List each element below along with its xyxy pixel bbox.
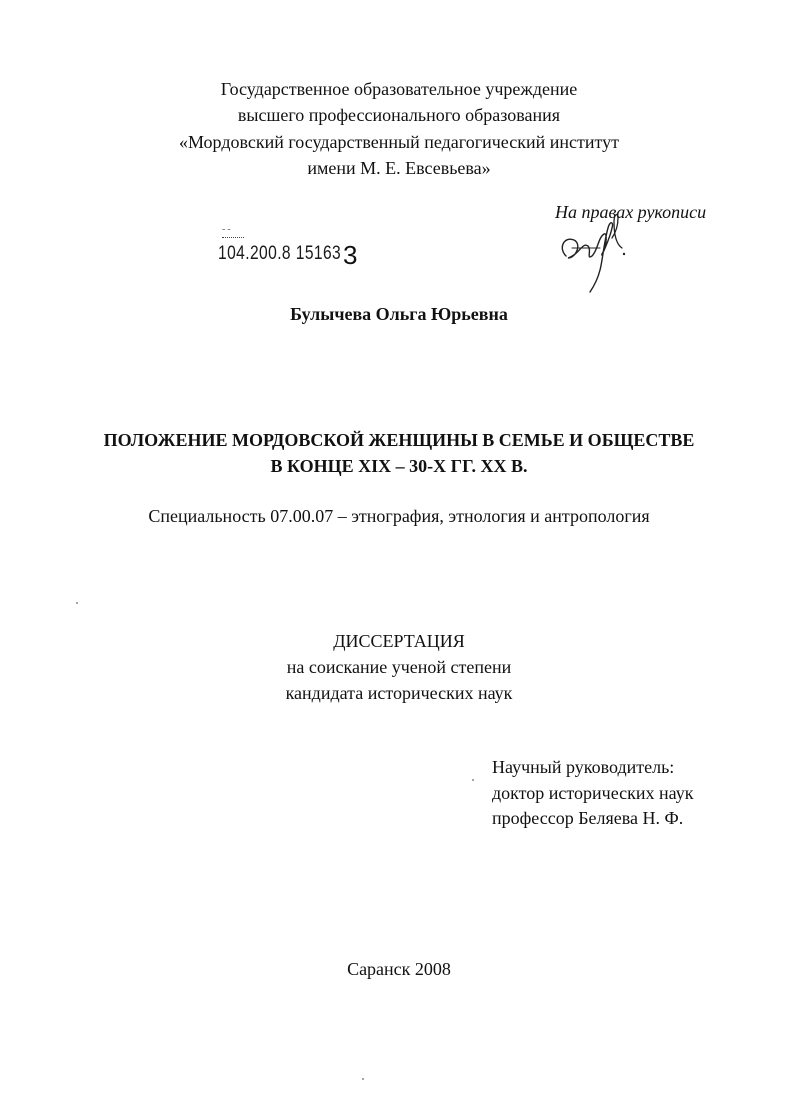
dissertation-title-line-1: ПОЛОЖЕНИЕ МОРДОВСКОЙ ЖЕНЩИНЫ В СЕМЬЕ И ОБЩЕСТВЕ	[103, 430, 695, 450]
institution-line-3: «Мордовский государственный педагогический институт	[179, 132, 619, 152]
institution-line-1: Государственное образовательное учреждение	[220, 79, 578, 99]
rights-note: На правах рукописи	[555, 202, 707, 222]
work-type-line-2: на соискание ученой степени	[286, 657, 512, 677]
work-type-heading: ДИССЕРТАЦИЯ	[333, 631, 465, 651]
advisor-name: профессор Беляева Н. Ф.	[492, 808, 684, 828]
advisor-degree: доктор исторических наук	[492, 783, 694, 803]
author-name: Булычева Ольга Юрьевна	[290, 304, 508, 324]
institution-line-4: имени М. Е. Евсевьева»	[307, 158, 491, 178]
institution-line-2: высшего профессионального образования	[237, 105, 561, 125]
scan-speck	[472, 779, 474, 781]
archive-stamp: 104.200.8 15163	[218, 243, 342, 264]
archive-stamp-suffix: 3	[343, 240, 358, 270]
scan-speck	[362, 1078, 364, 1080]
work-type-line-3: кандидата исторических наук	[285, 683, 513, 703]
specialty: Специальность 07.00.07 – этнография, этнология и антропология	[148, 506, 650, 526]
advisor-label: Научный руководитель:	[492, 757, 675, 777]
stamp-dots: --	[222, 237, 244, 242]
signature-icon	[552, 198, 642, 294]
scan-speck	[76, 602, 78, 604]
dissertation-title-line-2: В КОНЦЕ XIX – 30-Х ГГ. XX В.	[270, 456, 528, 476]
city-year: Саранск 2008	[347, 959, 451, 979]
